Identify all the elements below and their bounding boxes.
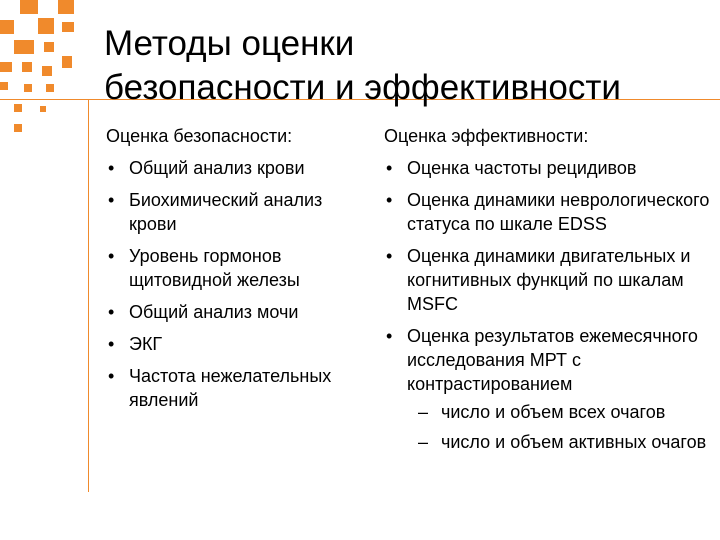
list-item-text: Уровень гормонов щитовидной железы <box>129 246 300 290</box>
bullet-mark: • <box>108 302 115 322</box>
efficacy-sublist <box>384 400 718 454</box>
bullet-mark: • <box>108 246 115 266</box>
list-item-text: Оценка динамики неврологического статуса по шкале EDSS <box>407 190 710 234</box>
list-item <box>106 188 371 236</box>
list-item <box>106 300 371 324</box>
safety-list <box>106 156 371 412</box>
bullet-mark: • <box>108 366 115 386</box>
list-item-text: Оценка частоты рецидивов <box>407 158 637 178</box>
list-item-text: ЭКГ <box>129 334 163 354</box>
sub-list-item <box>384 400 718 424</box>
list-item-text: Общий анализ крови <box>129 158 305 178</box>
sub-list-item-text: число и объем активных очагов <box>441 432 707 452</box>
list-item <box>384 156 718 180</box>
list-item <box>384 188 718 236</box>
bullet-mark: • <box>108 334 115 354</box>
list-item-text: Оценка результатов ежемесячного исследования МРТ с контрастированием <box>407 326 698 394</box>
vertical-divider <box>88 100 89 492</box>
efficacy-column <box>384 124 718 460</box>
list-item <box>106 156 371 180</box>
efficacy-heading: Оценка эффективности: <box>384 126 589 146</box>
decorative-pixel-pattern <box>0 0 110 140</box>
sub-list-item <box>384 430 718 454</box>
bullet-mark: • <box>108 190 115 210</box>
efficacy-list <box>384 156 718 396</box>
slide-title <box>104 22 621 110</box>
list-item <box>384 324 718 396</box>
bullet-mark: • <box>386 190 393 210</box>
safety-heading: Оценка безопасности: <box>106 126 293 146</box>
list-item-text: Частота нежелательных явлений <box>129 366 332 410</box>
list-item <box>106 364 371 412</box>
bullet-mark: • <box>108 158 115 178</box>
safety-column <box>106 124 371 420</box>
list-item <box>384 244 718 316</box>
slide-title-line-1: Методы оценки <box>104 24 355 63</box>
dash-mark: – <box>418 432 429 452</box>
bullet-mark: • <box>386 246 393 266</box>
list-item <box>106 332 371 356</box>
list-item-text: Биохимический анализ крови <box>129 190 323 234</box>
bullet-mark: • <box>386 158 393 178</box>
dash-mark: – <box>418 402 429 422</box>
list-item-text: Общий анализ мочи <box>129 302 299 322</box>
list-item <box>106 244 371 292</box>
sub-list-item-text: число и объем всех очагов <box>441 402 666 422</box>
list-item-text: Оценка динамики двигательных и когнитивных функций по шкалам MSFC <box>407 246 691 314</box>
bullet-mark: • <box>386 326 393 346</box>
slide-title-line-2: безопасности и эффективности <box>104 68 621 107</box>
